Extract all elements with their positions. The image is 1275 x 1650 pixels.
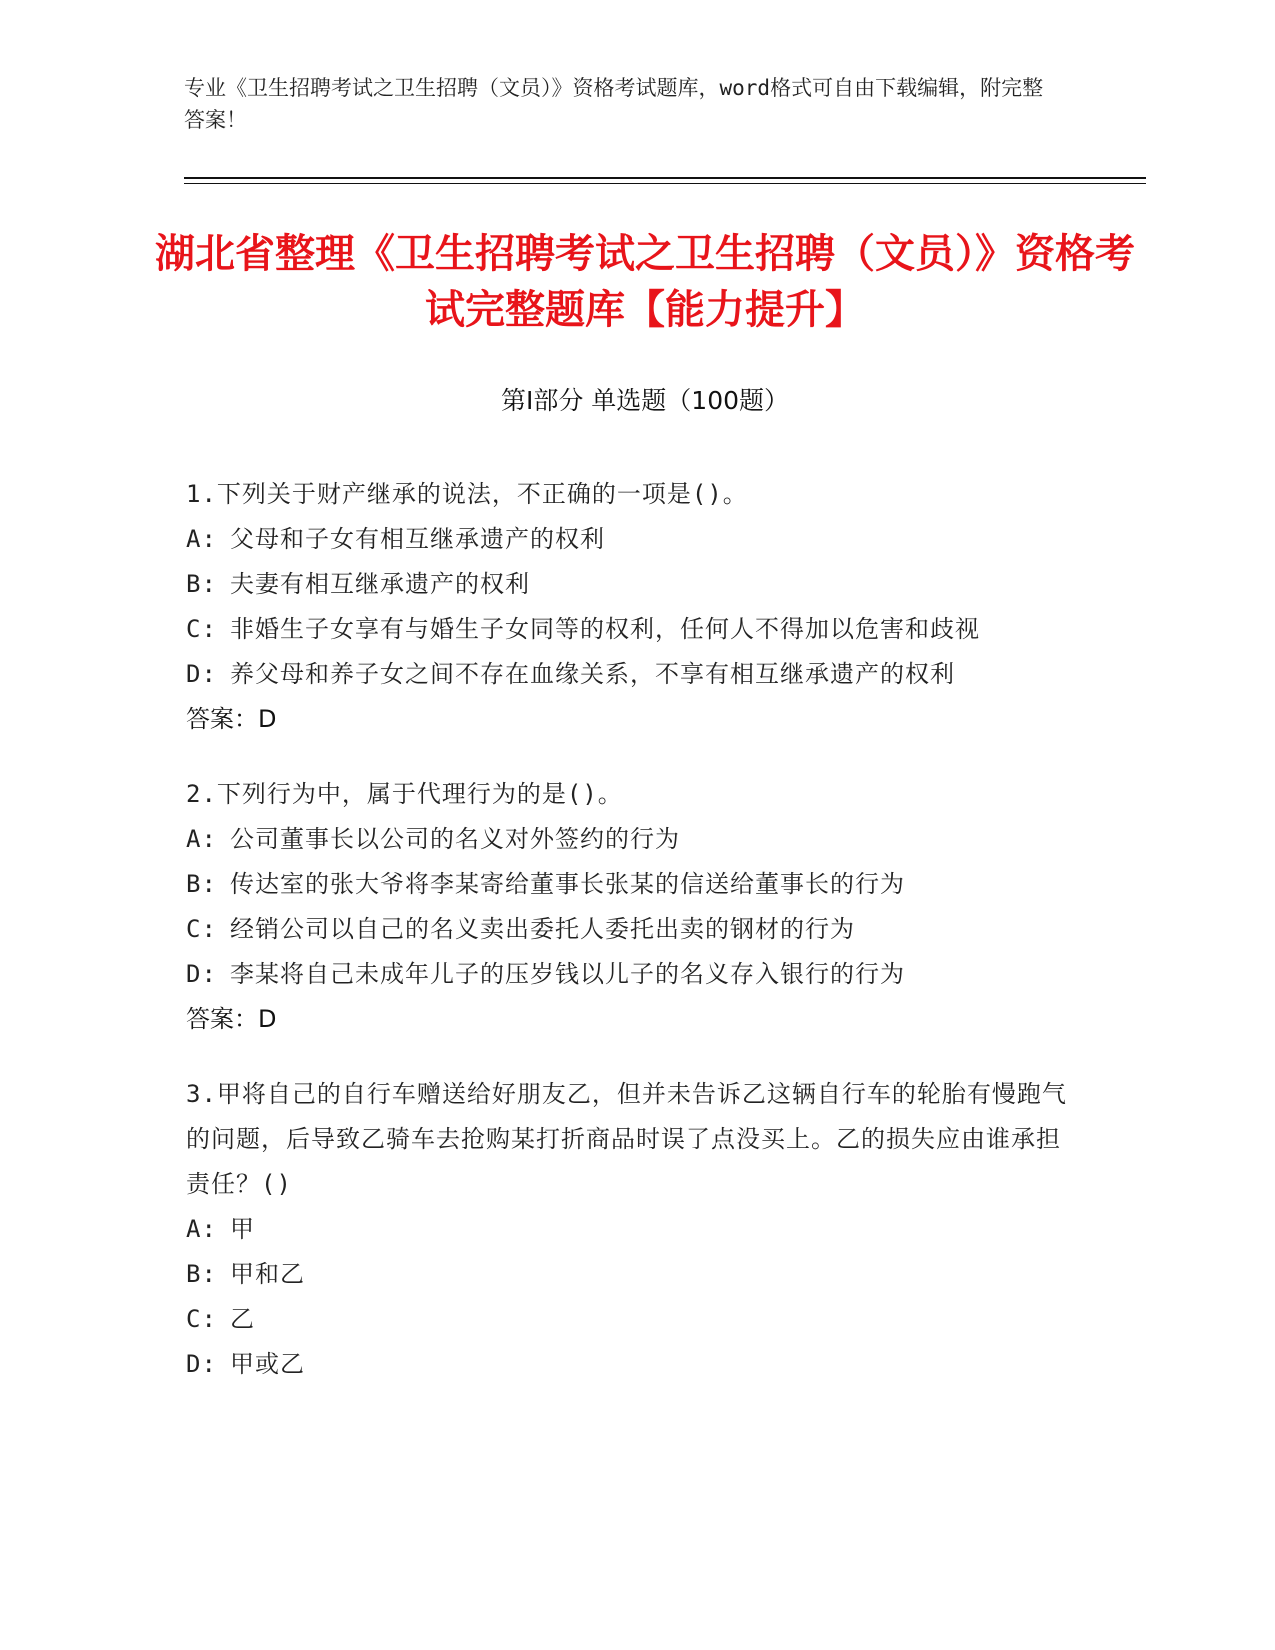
option-d <box>186 652 1076 697</box>
option-b <box>186 562 1076 607</box>
option-letter: A: <box>186 825 217 853</box>
option-text: 非婚生子女享有与婚生子女同等的权利，任何人不得加以危害和歧视 <box>230 615 980 643</box>
option-letter: D: <box>186 960 217 988</box>
option-c <box>186 1297 1076 1342</box>
option-c <box>186 607 1076 652</box>
question-1 <box>186 472 1076 742</box>
option-d <box>186 952 1076 997</box>
option-a <box>186 1207 1076 1252</box>
question-3 <box>186 1072 1076 1387</box>
option-text: 乙 <box>230 1305 255 1333</box>
section-title: 第Ⅰ部分 单选题（100题） <box>500 386 790 415</box>
option-letter: C: <box>186 1305 217 1333</box>
header-rule-thin <box>184 183 1146 184</box>
answer-value: D <box>258 705 277 733</box>
option-text: 甲和乙 <box>230 1260 305 1288</box>
option-c <box>186 907 1076 952</box>
option-text: 经销公司以自己的名义卖出委托人委托出卖的钢材的行为 <box>230 915 855 943</box>
option-letter: D: <box>186 1350 217 1378</box>
option-a <box>186 517 1076 562</box>
option-text: 父母和子女有相互继承遗产的权利 <box>230 525 605 553</box>
question-2 <box>186 772 1076 1042</box>
answer-label: 答案： <box>186 705 258 733</box>
option-d <box>186 1342 1076 1387</box>
question-stem: 2.下列行为中，属于代理行为的是()。 <box>186 780 623 808</box>
question-stem: 3.甲将自己的自行车赠送给好朋友乙，但并未告诉乙这辆自行车的轮胎有慢跑气的问题，后导致乙骑车去抢购某打折商品时误了点没买上。乙的损失应由谁承担责任？() <box>186 1080 1067 1198</box>
option-text: 甲 <box>230 1215 255 1243</box>
answer-line <box>186 697 1076 742</box>
option-text: 公司董事长以公司的名义对外签约的行为 <box>230 825 680 853</box>
option-letter: B: <box>186 570 217 598</box>
answer-value: D <box>258 1005 277 1033</box>
option-a <box>186 817 1076 862</box>
answer-label: 答案： <box>186 1005 258 1033</box>
option-text: 李某将自己未成年儿子的压岁钱以儿子的名义存入银行的行为 <box>230 960 905 988</box>
question-stem: 1.下列关于财产继承的说法，不正确的一项是()。 <box>186 480 748 508</box>
header-note: 专业《卫生招聘考试之卫生招聘（文员）》资格考试题库，word格式可自由下载编辑，附完整答案！ <box>184 76 1044 132</box>
option-letter: B: <box>186 1260 217 1288</box>
option-letter: A: <box>186 1215 217 1243</box>
question-list <box>186 472 1076 1417</box>
option-letter: C: <box>186 915 217 943</box>
option-letter: C: <box>186 615 217 643</box>
option-letter: D: <box>186 660 217 688</box>
option-b <box>186 862 1076 907</box>
document-title: 湖北省整理《卫生招聘考试之卫生招聘（文员）》资格考试完整题库【能力提升】 <box>155 231 1135 333</box>
option-text: 养父母和养子女之间不存在血缘关系，不享有相互继承遗产的权利 <box>230 660 955 688</box>
option-b <box>186 1252 1076 1297</box>
option-text: 甲或乙 <box>230 1350 305 1378</box>
option-text: 夫妻有相互继承遗产的权利 <box>230 570 530 598</box>
option-letter: A: <box>186 525 217 553</box>
option-text: 传达室的张大爷将李某寄给董事长张某的信送给董事长的行为 <box>230 870 905 898</box>
option-letter: B: <box>186 870 217 898</box>
header-rule-thick <box>184 177 1146 179</box>
answer-line <box>186 997 1076 1042</box>
